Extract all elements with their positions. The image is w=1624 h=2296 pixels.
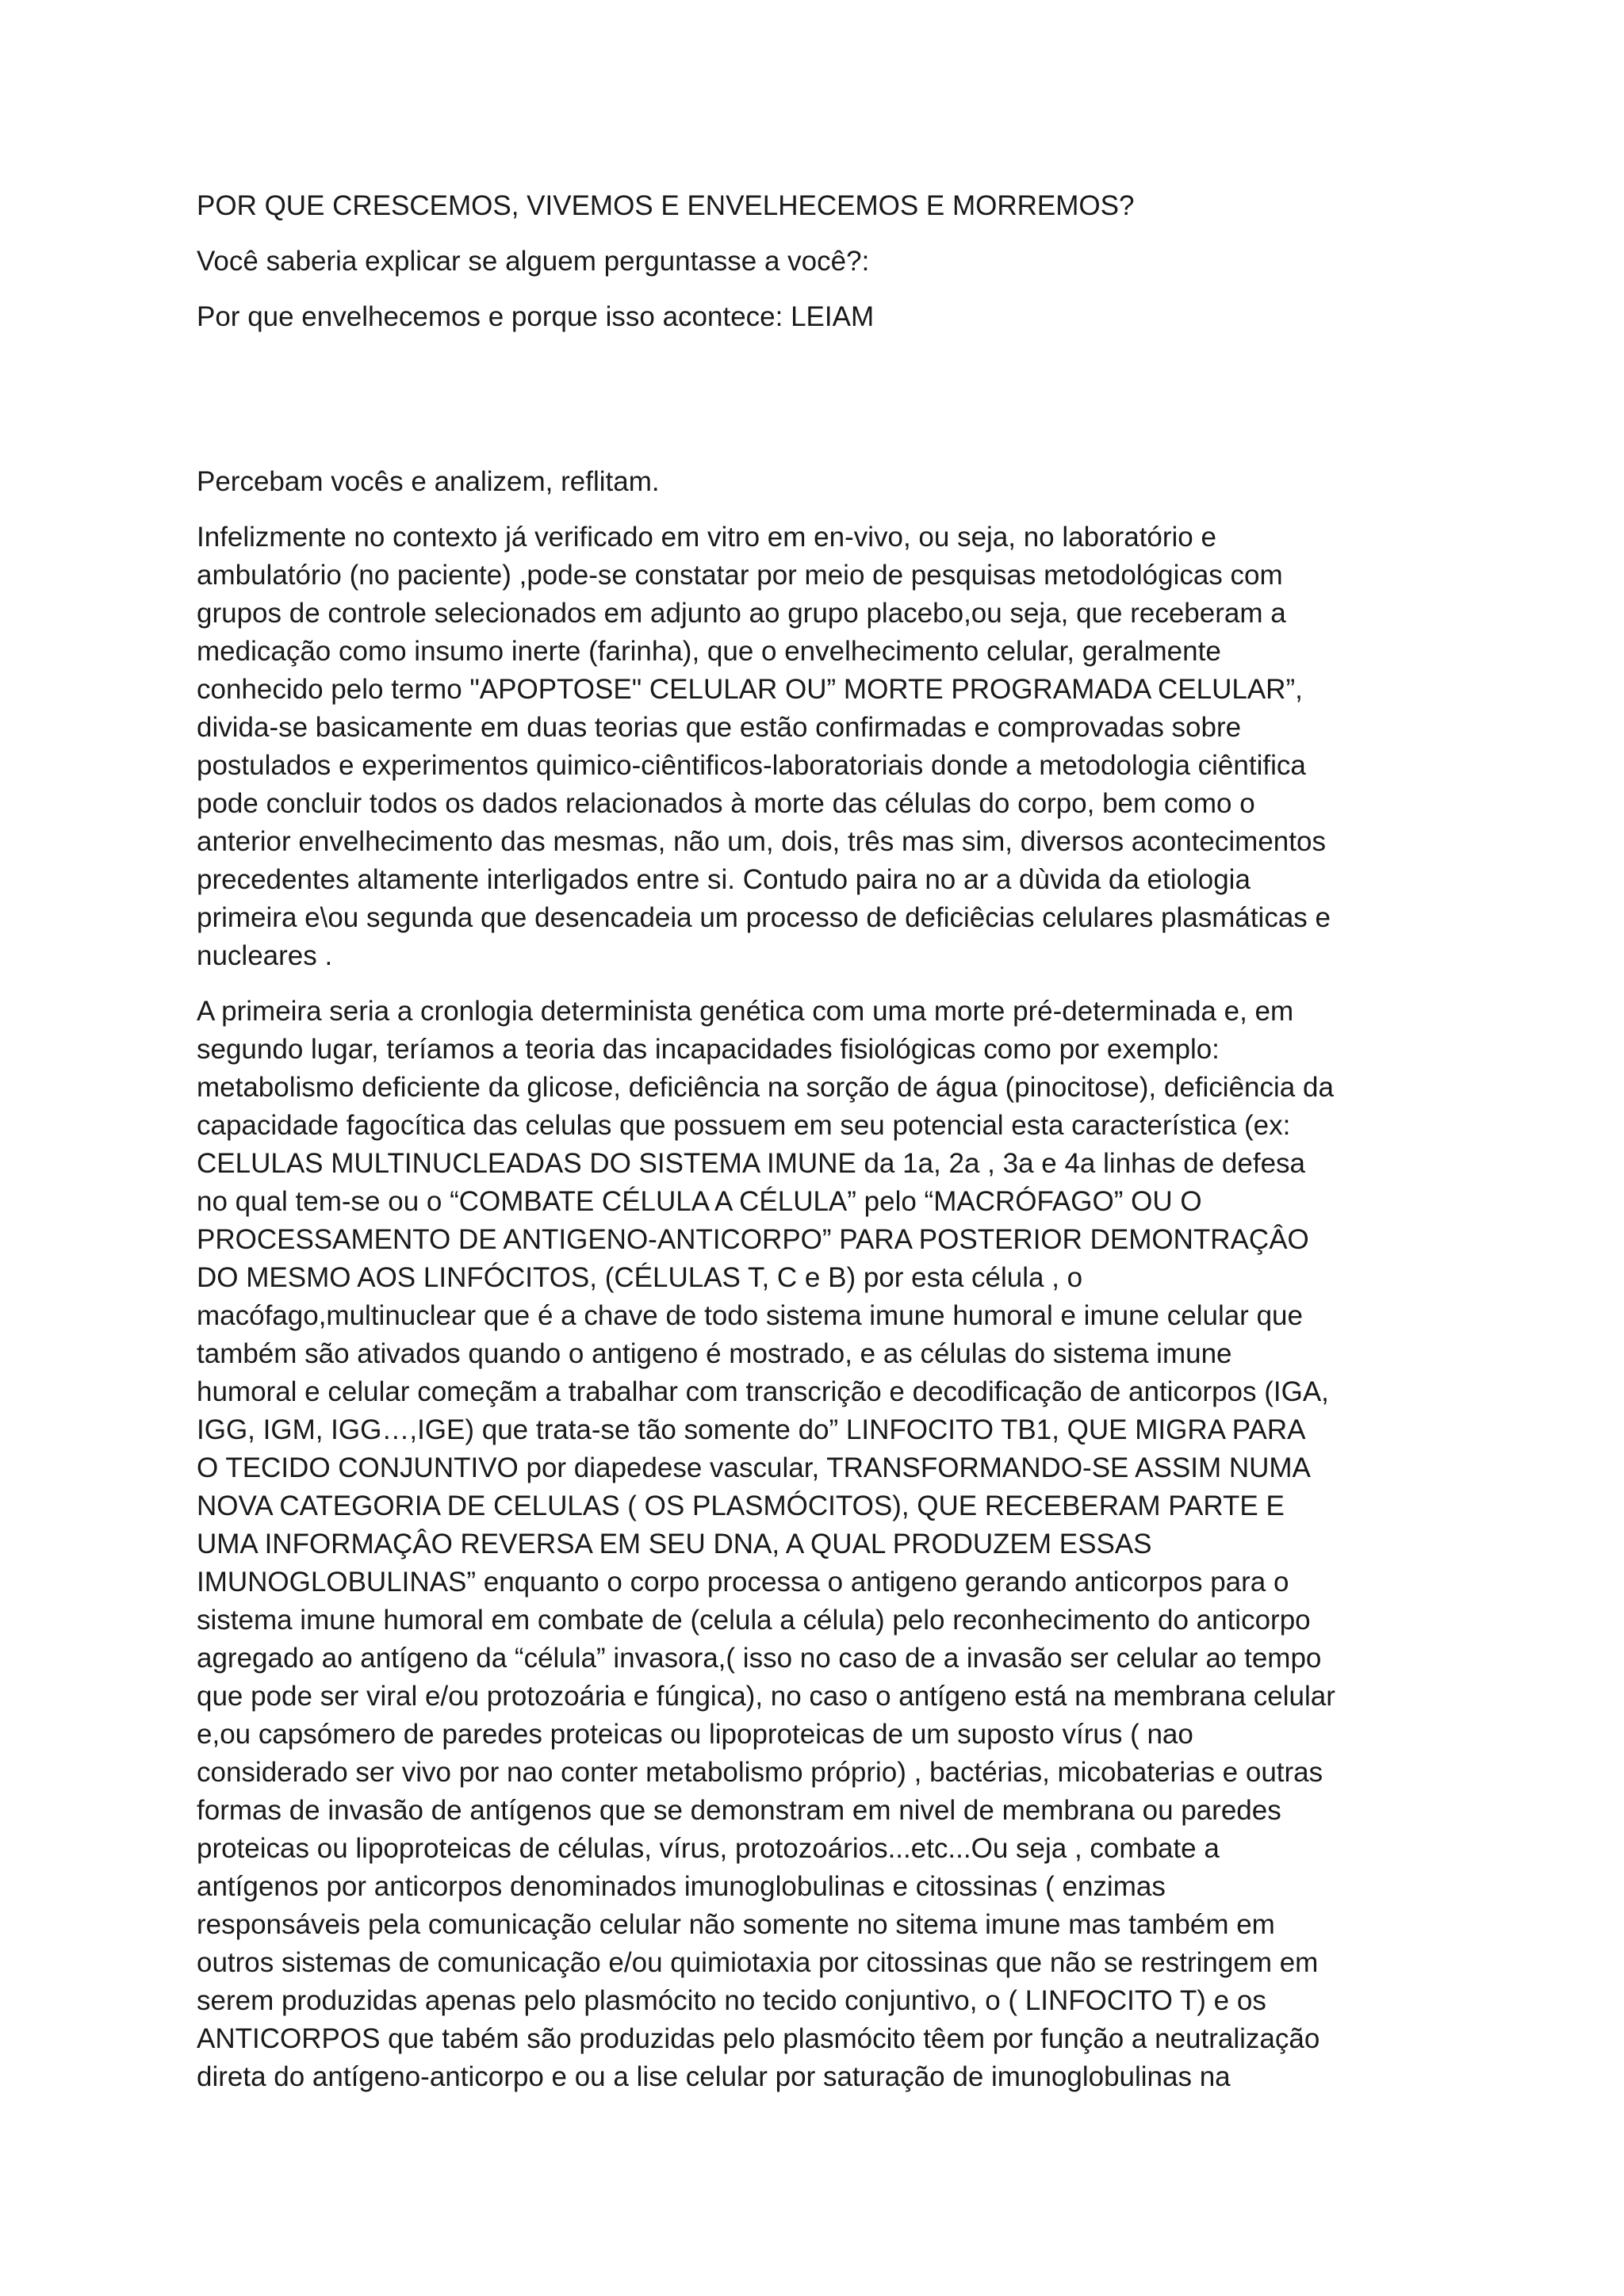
paragraph-line: divida-se basicamente em duas teorias que estão confirmadas e comprovadas sobre [197,712,1242,743]
document-title: POR QUE CRESCEMOS, VIVEMOS E ENVELHECEMOS E MORREMOS? [197,190,1135,221]
paragraph-line: que pode ser viral e/ou protozoária e fúngica), no caso o antígeno está na membrana celular [197,1681,1335,1712]
paragraph-line: proteicas ou lipoproteicas de células, vírus, protozoários...etc...Ou seja , combate a [197,1833,1220,1864]
paragraph-line: nucleares . [197,940,333,971]
paragraph-line: serem produzidas apenas pelo plasmócito no tecido conjuntivo, o ( LINFOCITO T) e os [197,1985,1266,2016]
spacer [197,354,1450,463]
paragraph-line: formas de invasão de antígenos que se demonstram em nivel de membrana ou paredes [197,1795,1281,1826]
paragraph-line: PROCESSAMENTO DE ANTIGENO-ANTICORPO” PARA POSTERIOR DEMONTRAÇÂO [197,1224,1309,1255]
paragraph-line: medicação como insumo inerte (farinha), que o envelhecimento celular, geralmente [197,636,1221,667]
paragraph-line: capacidade fagocítica das celulas que possuem em seu potencial esta característica (ex: [197,1110,1291,1141]
paragraph-line: no qual tem-se ou o “COMBATE CÉLULA A CÉLULA” pelo “MACRÓFAGO” OU O [197,1186,1202,1217]
paragraph-line: ambulatório (no paciente) ,pode-se constatar por meio de pesquisas metodológicas com [197,560,1283,591]
paragraph-line: primeira e\ou segunda que desencadeia um processo de deficiêcias celulares plasmáticas e [197,902,1331,933]
paragraphs-container [197,519,1450,2096]
paragraph-line: pode concluir todos os dados relacionados à morte das células do corpo, bem como o [197,788,1255,819]
paragraph-line: responsáveis pela comunicação celular não somente no sitema imune mas também em [197,1909,1275,1940]
paragraph-line: CELULAS MULTINUCLEADAS DO SISTEMA IMUNE da 1a, 2a , 3a e 4a linhas de defesa [197,1148,1306,1179]
paragraph-line: NOVA CATEGORIA DE CELULAS ( OS PLASMÓCITOS), QUE RECEBERAM PARTE E [197,1490,1285,1521]
paragraph-line: IGG, IGM, IGG…,IGE) que trata-se tão somente do” LINFOCITO TB1, QUE MIGRA PARA [197,1414,1306,1445]
question-line: Você saberia explicar se alguem perguntasse a você?: [197,246,870,277]
paragraph-line: UMA INFORMAÇÂO REVERSA EM SEU DNA, A QUAL PRODUZEM ESSAS [197,1529,1152,1559]
paragraph-line: humoral e celular começãm a trabalhar com transcrição e decodificação de anticorpos (IGA, [197,1376,1329,1407]
paragraph-line: considerado ser vivo por nao conter metabolismo próprio) , bactérias, micobaterias e outras [197,1757,1323,1788]
paragraph-line: DO MESMO AOS LINFÓCITOS, (CÉLULAS T, C e B) por esta célula , o [197,1262,1083,1293]
paragraph-line: Infelizmente no contexto já verificado em vitro em en-vivo, ou seja, no laboratório e [197,522,1216,553]
paragraph-line: anterior envelhecimento das mesmas, não um, dois, três mas sim, diversos acontecimentos [197,826,1326,857]
paragraph-line: grupos de controle selecionados em adjunto ao grupo placebo,ou seja, que receberam a [197,598,1286,629]
paragraph-line: postulados e experimentos quimico-ciêntificos-laboratoriais donde a metodologia ciêntifica [197,750,1306,781]
paragraph-line: e,ou capsómero de paredes proteicas ou lipoproteicas de um suposto vírus ( nao [197,1719,1193,1750]
paragraph-line: outros sistemas de comunicação e/ou quimiotaxia por citossinas que não se restringem em [197,1947,1319,1978]
paragraph-line: conhecido pelo termo "APOPTOSE" CELULAR OU” MORTE PROGRAMADA CELULAR”, [197,674,1303,705]
paragraph [197,519,1450,975]
paragraph-line: metabolismo deficiente da glicose, deficiência na sorção de água (pinocitose), deficiência da [197,1072,1334,1103]
paragraph-line: agregado ao antígeno da “célula” invasora,( isso no caso de a invasão ser celular ao tempo [197,1643,1322,1674]
paragraph-line: segundo lugar, teríamos a teoria das incapacidades fisiológicas como por exemplo: [197,1034,1220,1065]
paragraph-line: sistema imune humoral em combate de (celula a célula) pelo reconhecimento do anticorpo [197,1605,1311,1636]
reflect-line: Percebam vocês e analizem, reflitam. [197,466,660,497]
paragraph [197,993,1450,2096]
prompt-line: Por que envelhecemos e porque isso acontece: LEIAM [197,301,875,332]
paragraph-line: macófago,multinuclear que é a chave de todo sistema imune humoral e imune celular que [197,1300,1303,1331]
paragraph-line: direta do antígeno-anticorpo e ou a lise celular por saturação de imunoglobulinas na [197,2061,1231,2092]
paragraph-line: também são ativados quando o antigeno é mostrado, e as células do sistema imune [197,1338,1232,1369]
paragraph-line: A primeira seria a cronlogia determinista genética com uma morte pré-determinada e, em [197,996,1294,1027]
paragraph-line: IMUNOGLOBULINAS” enquanto o corpo processa o antigeno gerando anticorpos para o [197,1567,1289,1598]
paragraph-line: O TECIDO CONJUNTIVO por diapedese vascular, TRANSFORMANDO-SE ASSIM NUMA [197,1452,1311,1483]
paragraph-line: antígenos por anticorpos denominados imunoglobulinas e citossinas ( enzimas [197,1871,1166,1902]
paragraph-line: ANTICORPOS que tabém são produzidas pelo plasmócito têem por função a neutralização [197,2023,1320,2054]
paragraph-line: precedentes altamente interligados entre si. Contudo paira no ar a dùvida da etiologia [197,864,1251,895]
document-body [197,187,1450,2114]
